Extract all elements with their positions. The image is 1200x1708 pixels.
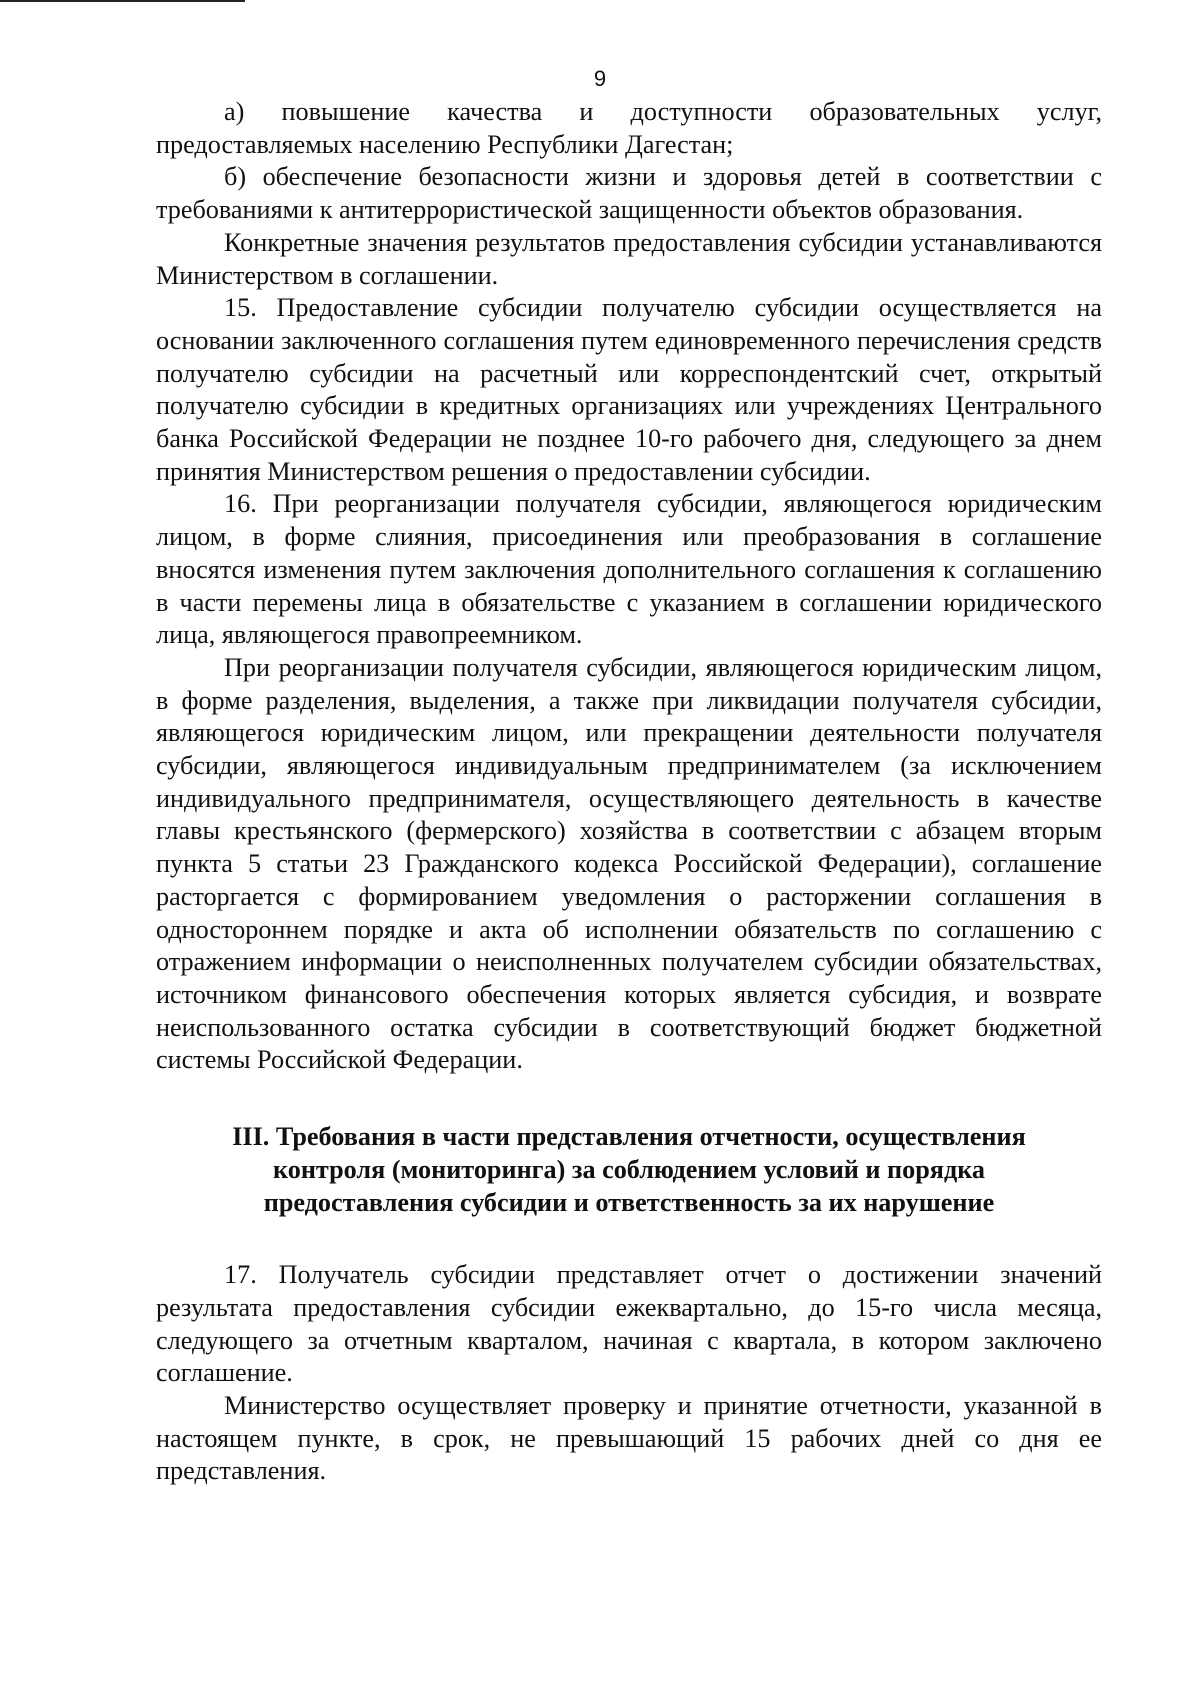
- paragraph-17-continued: Министерство осуществляет проверку и принятие отчетности, указанной в настоящем пункте, в срок, не превышающий 15 рабочих дней со дня ее представления.: [156, 1391, 1102, 1486]
- section-heading-line: III. Требования в части представления отчетности, осуществления: [232, 1122, 1026, 1152]
- document-body: [156, 96, 1102, 1488]
- section-heading: [156, 1121, 1102, 1219]
- section-heading-line: предоставления субсидии и ответственность за их нарушение: [263, 1187, 995, 1217]
- paragraph-result-values: Конкретные значения результатов предоставления субсидии устанавливаются Министерством в соглашении.: [156, 227, 1102, 290]
- page-number: 9: [593, 66, 607, 91]
- paragraph-17: 17. Получатель субсидии представляет отчет о достижении значений результата предоставления субсидии ежеквартально, до 15-го числа месяца, следующего за отчетным кварталом, начиная с квартала, в котором заключено соглашение.: [156, 1260, 1102, 1388]
- paragraph-16-continued: При реорганизации получателя субсидии, являющегося юридическим лицом, в форме разделения, выделения, а также при ликвидации получателя субсидии, являющегося юридическим лицом, или прекращении деятельности получателя субсидии, являющегося индивидуальным предпринимателем (за исключением индивидуального предпринимателя, осуществляющего деятельность в качестве главы крестьянского (фермерского) хозяйства в соответствии с абзацем вторым пункта 5 статьи 23 Гражданского кодекса Российской Федерации), соглашение расторгается с формированием уведомления о расторжении соглашения в одностороннем порядке и акта об исполнении обязательств по соглашению с отражением информации о неисполненных получателем субсидии обязательствах, источником финансового обеспечения которых является субсидия, и возврате неиспользованного остатка субсидии в соответствующий бюджет бюджетной системы Российской Федерации.: [156, 652, 1102, 1075]
- paragraph-15: 15. Предоставление субсидии получателю субсидии осуществляется на основании заключенного соглашения путем единовременного перечисления средств получателю субсидии на расчетный или корреспондентский счет, открытый получателю субсидии в кредитных организациях или учреждениях Центрального банка Российской Федерации не позднее 10-го рабочего дня, следующего за днем принятия Министерством решения о предоставлении субсидии.: [156, 293, 1102, 486]
- paragraph-item-b: б) обеспечение безопасности жизни и здоровья детей в соответствии с требованиями к антитеррористической защищенности объектов образования.: [156, 162, 1102, 225]
- section-heading-line: контроля (мониторинга) за соблюдением условий и порядка: [273, 1154, 985, 1184]
- paragraph-item-a: а) повышение качества и доступности образовательных услуг, предоставляемых населению Республики Дагестан;: [156, 97, 1102, 159]
- scan-artifact-line: [0, 0, 245, 2]
- paragraph-16: 16. При реорганизации получателя субсидии, являющегося юридическим лицом, в форме слияния, присоединения или преобразования в соглашение вносятся изменения путем заключения дополнительного соглашения к соглашению в части перемены лица в обязательстве с указанием в соглашении юридического лица, являющегося правопреемником.: [156, 489, 1102, 650]
